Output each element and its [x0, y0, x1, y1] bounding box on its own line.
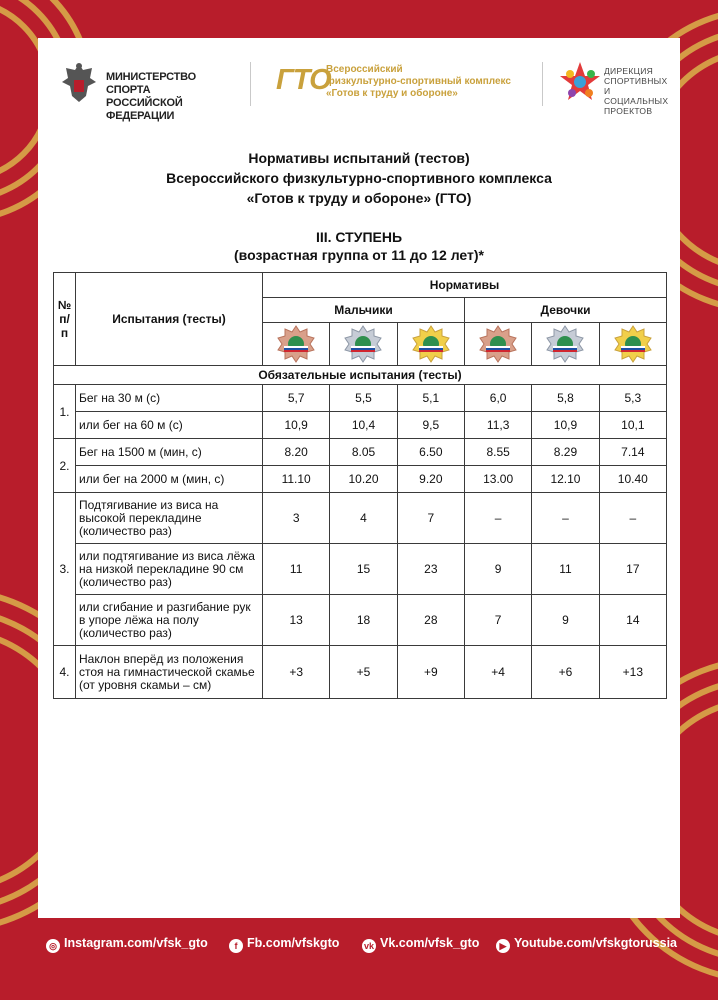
ministry-logo: [60, 60, 242, 122]
norm-value: +9: [397, 646, 464, 699]
section-header: Обязательные испытания (тесты): [54, 366, 667, 385]
vk-text: Vk.com/vfsk_gto: [380, 936, 480, 950]
table-row: [54, 412, 667, 439]
test-name: Наклон вперёд из положения стоя на гимнастической скамье (от уровня скамьи – см): [76, 646, 263, 699]
title-line3: «Готов к труду и обороне» (ГТО): [246, 190, 472, 206]
test-name: Бег на 1500 м (мин, с): [76, 439, 263, 466]
norm-value: 8.29: [532, 439, 599, 466]
facebook-icon: f: [229, 939, 243, 953]
gold-badge-icon: [613, 324, 653, 364]
instagram-link[interactable]: [46, 936, 208, 953]
table-row: [54, 466, 667, 493]
row-number: 4.: [54, 646, 76, 699]
norm-value: 9,5: [397, 412, 464, 439]
col-norms-header: Нормативы: [263, 273, 667, 298]
instagram-icon: ◎: [46, 939, 60, 953]
norm-value: +13: [599, 646, 666, 699]
stage-line1: III. СТУПЕНЬ: [315, 229, 403, 245]
norm-value: +3: [263, 646, 330, 699]
norm-value: 5,3: [599, 385, 666, 412]
silver-badge-icon: [343, 324, 383, 364]
table-row: [54, 646, 667, 699]
youtube-text: Youtube.com/vfskgtorussia: [514, 936, 677, 950]
gto-logo: [276, 62, 536, 108]
norm-value: 11,3: [464, 412, 531, 439]
facebook-text: Fb.com/vfskgto: [247, 936, 340, 950]
table-row: [54, 439, 667, 466]
norm-value: 10,1: [599, 412, 666, 439]
boys-header: Мальчики: [263, 298, 465, 323]
norm-value: 5,1: [397, 385, 464, 412]
gto-line2: физкультурно-спортивный комплекс: [326, 76, 511, 87]
norm-value: 11.10: [263, 466, 330, 493]
norm-value: 11: [263, 544, 330, 595]
test-name: или сгибание и разгибание рук в упоре лёжа на полу (количество раз): [76, 595, 263, 646]
test-name: или подтягивание из виса лёжа на низкой перекладине 90 см (количество раз): [76, 544, 263, 595]
norm-value: 13: [263, 595, 330, 646]
document-title: [38, 148, 680, 208]
test-name: или бег на 60 м (с): [76, 412, 263, 439]
test-name: Подтягивание из виса на высокой перекладине (количество раз): [76, 493, 263, 544]
youtube-link[interactable]: [496, 936, 677, 953]
norm-value: +4: [464, 646, 531, 699]
gold-badge-icon: [411, 324, 451, 364]
norm-value: 6.50: [397, 439, 464, 466]
norm-value: 14: [599, 595, 666, 646]
norm-value: 10.40: [599, 466, 666, 493]
dir-line1: ДИРЕКЦИЯ: [604, 66, 654, 76]
divider: [542, 62, 543, 106]
norm-value: 18: [330, 595, 397, 646]
badge-cell: [397, 323, 464, 366]
norm-value: –: [532, 493, 599, 544]
gto-mark: ГТО: [276, 64, 331, 96]
norm-value: –: [464, 493, 531, 544]
table-row: [54, 595, 667, 646]
norm-value: 7.14: [599, 439, 666, 466]
title-line1: Нормативы испытаний (тестов): [248, 150, 470, 166]
norm-value: 17: [599, 544, 666, 595]
header-logos: [38, 56, 680, 122]
badge-cell: [330, 323, 397, 366]
star-icon: [558, 60, 602, 104]
row-number: 3.: [54, 493, 76, 646]
badge-cell: [263, 323, 330, 366]
directorate-logo: [558, 60, 676, 116]
test-name: или бег на 2000 м (мин, с): [76, 466, 263, 493]
norm-value: 12.10: [532, 466, 599, 493]
row-number: 1.: [54, 385, 76, 439]
badge-cell: [464, 323, 531, 366]
table-row: [54, 544, 667, 595]
norm-value: 10,9: [263, 412, 330, 439]
norm-value: 5,8: [532, 385, 599, 412]
vk-link[interactable]: [362, 936, 479, 953]
footer: [0, 930, 718, 960]
col-test-header: Испытания (тесты): [76, 273, 263, 366]
silver-badge-icon: [545, 324, 585, 364]
table-row: [54, 493, 667, 544]
norm-value: 8.55: [464, 439, 531, 466]
instagram-text: Instagram.com/vfsk_gto: [64, 936, 208, 950]
norm-value: 15: [330, 544, 397, 595]
dir-line2: СПОРТИВНЫХ: [604, 76, 668, 86]
norm-value: +5: [330, 646, 397, 699]
row-number: 2.: [54, 439, 76, 493]
badge-cell: [532, 323, 599, 366]
dir-line4: ПРОЕКТОВ: [604, 106, 653, 116]
gto-line3: «Готов к труду и обороне»: [326, 88, 458, 99]
norm-value: 10.20: [330, 466, 397, 493]
ministry-name-line1: МИНИСТЕРСТВО СПОРТА: [106, 71, 196, 96]
norm-value: 9: [464, 544, 531, 595]
norm-value: 3: [263, 493, 330, 544]
dir-line3: И СОЦИАЛЬНЫХ: [604, 86, 669, 106]
facebook-link[interactable]: [229, 936, 339, 953]
youtube-icon: ▶: [496, 939, 510, 953]
norm-value: 10,9: [532, 412, 599, 439]
norm-value: 7: [464, 595, 531, 646]
norm-value: 6,0: [464, 385, 531, 412]
girls-header: Девочки: [464, 298, 666, 323]
norm-value: +6: [532, 646, 599, 699]
norm-value: 8.20: [263, 439, 330, 466]
divider: [250, 62, 251, 106]
norm-value: 23: [397, 544, 464, 595]
col-num-header: № п/п: [54, 273, 76, 366]
norm-value: 4: [330, 493, 397, 544]
ministry-name-line2: РОССИЙСКОЙ ФЕДЕРАЦИИ: [106, 97, 183, 122]
norm-value: 11: [532, 544, 599, 595]
norm-value: 13.00: [464, 466, 531, 493]
norm-value: 10,4: [330, 412, 397, 439]
stage-line2: (возрастная группа от 11 до 12 лет)*: [234, 247, 484, 263]
norm-value: 9: [532, 595, 599, 646]
title-line2: Всероссийского физкультурно-спортивного комплекса: [166, 170, 552, 186]
norms-table: [53, 272, 667, 699]
emblem-icon: [60, 60, 98, 106]
bronze-badge-icon: [276, 324, 316, 364]
norm-value: 28: [397, 595, 464, 646]
norm-value: 5,5: [330, 385, 397, 412]
norm-value: 8.05: [330, 439, 397, 466]
norm-value: 9.20: [397, 466, 464, 493]
norm-value: 7: [397, 493, 464, 544]
gto-line1: Всероссийский: [326, 64, 403, 75]
bronze-badge-icon: [478, 324, 518, 364]
norm-value: 5,7: [263, 385, 330, 412]
test-name: Бег на 30 м (с): [76, 385, 263, 412]
table-row: [54, 385, 667, 412]
stage-heading: [38, 228, 680, 264]
document-page: [38, 38, 680, 918]
vk-icon: vk: [363, 941, 374, 951]
badge-cell: [599, 323, 666, 366]
norm-value: –: [599, 493, 666, 544]
